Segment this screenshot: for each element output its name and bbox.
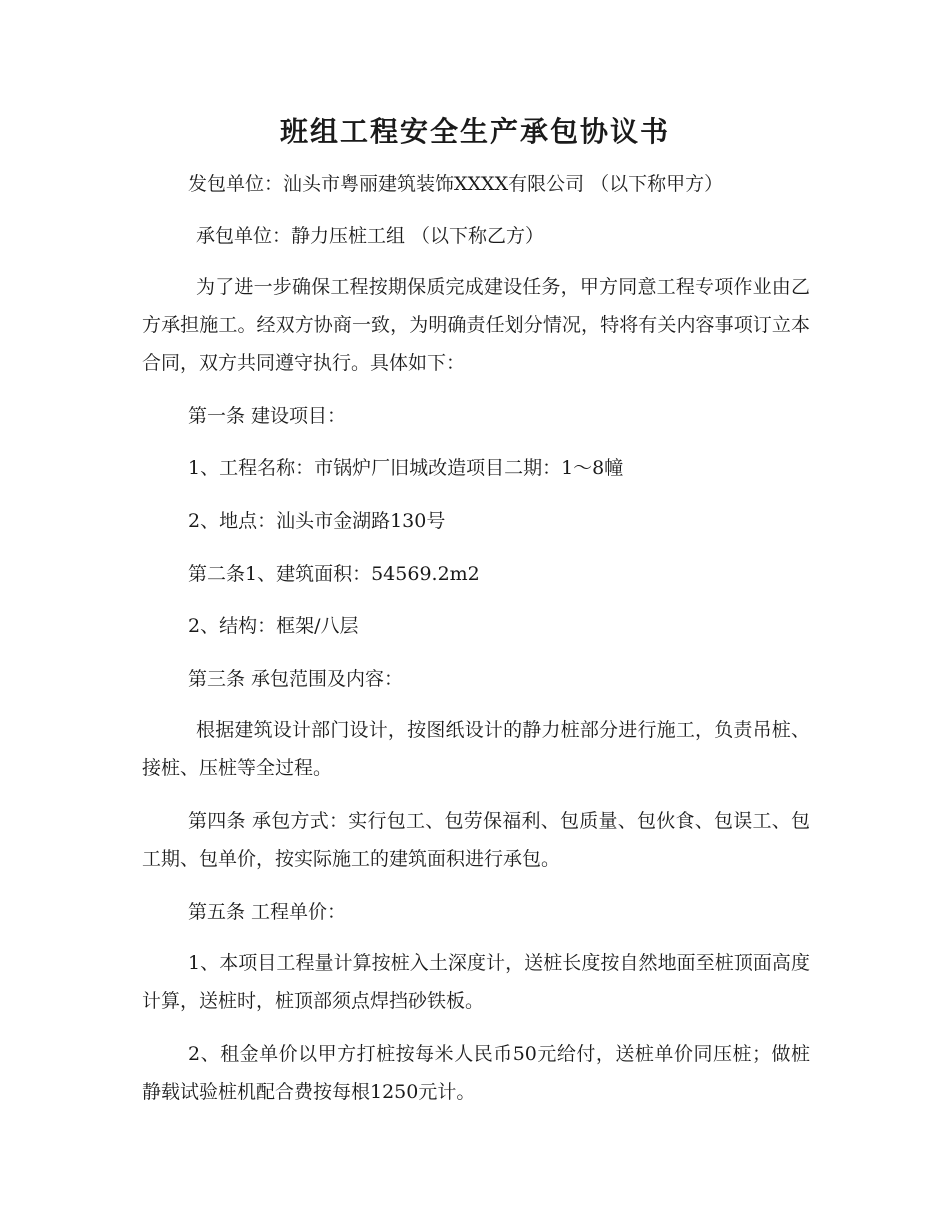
project-name-line: 1、工程名称：市锅炉厂旧城改造项目二期：1～8幢 [188, 457, 624, 479]
article3-heading: 第三条 承包范围及内容： [188, 668, 404, 690]
location-line: 2、地点：汕头市金湖路130号 [188, 510, 446, 532]
document-title: 班组工程安全生产承包协议书 [279, 115, 670, 148]
scope-paragraph: 根据建筑设计部门设计，按图纸设计的静力桩部分进行施工，负责吊桩、接桩、压桩等全过程。 [142, 719, 810, 779]
article5-heading: 第五条 工程单价： [188, 901, 347, 923]
price-item1-paragraph: 1、本项目工程量计算按桩入土深度计，送桩长度按自然地面至桩顶面高度计算，送桩时，桩顶部须点焊挡砂铁板。 [142, 952, 810, 1012]
contractor-line: 发包单位：汕头市粤丽建筑装饰XXXX有限公司 （以下称甲方） [188, 173, 724, 195]
article1-heading: 第一条 建设项目： [188, 405, 347, 427]
price-item2-paragraph: 2、租金单价以甲方打桩按每米人民币50元给付，送桩单价同压桩；做桩静载试验桩机配合费按每根1250元计。 [142, 1043, 810, 1103]
article4-paragraph: 第四条 承包方式：实行包工、包劳保福利、包质量、包伙食、包误工、包工期、包单价，按实际施工的建筑面积进行承包。 [142, 810, 810, 870]
article2-area-line: 第二条1、建筑面积：54569.2m2 [188, 563, 480, 585]
structure-line: 2、结构：框架/八层 [188, 615, 359, 637]
subcontractor-line: 承包单位：静力压桩工组 （以下称乙方） [196, 225, 545, 247]
intro-paragraph: 为了进一步确保工程按期保质完成建设任务，甲方同意工程专项作业由乙方承担施工。经双方协商一致，为明确责任划分情况，特将有关内容事项订立本合同，双方共同遵守执行。具体如下： [142, 276, 810, 374]
